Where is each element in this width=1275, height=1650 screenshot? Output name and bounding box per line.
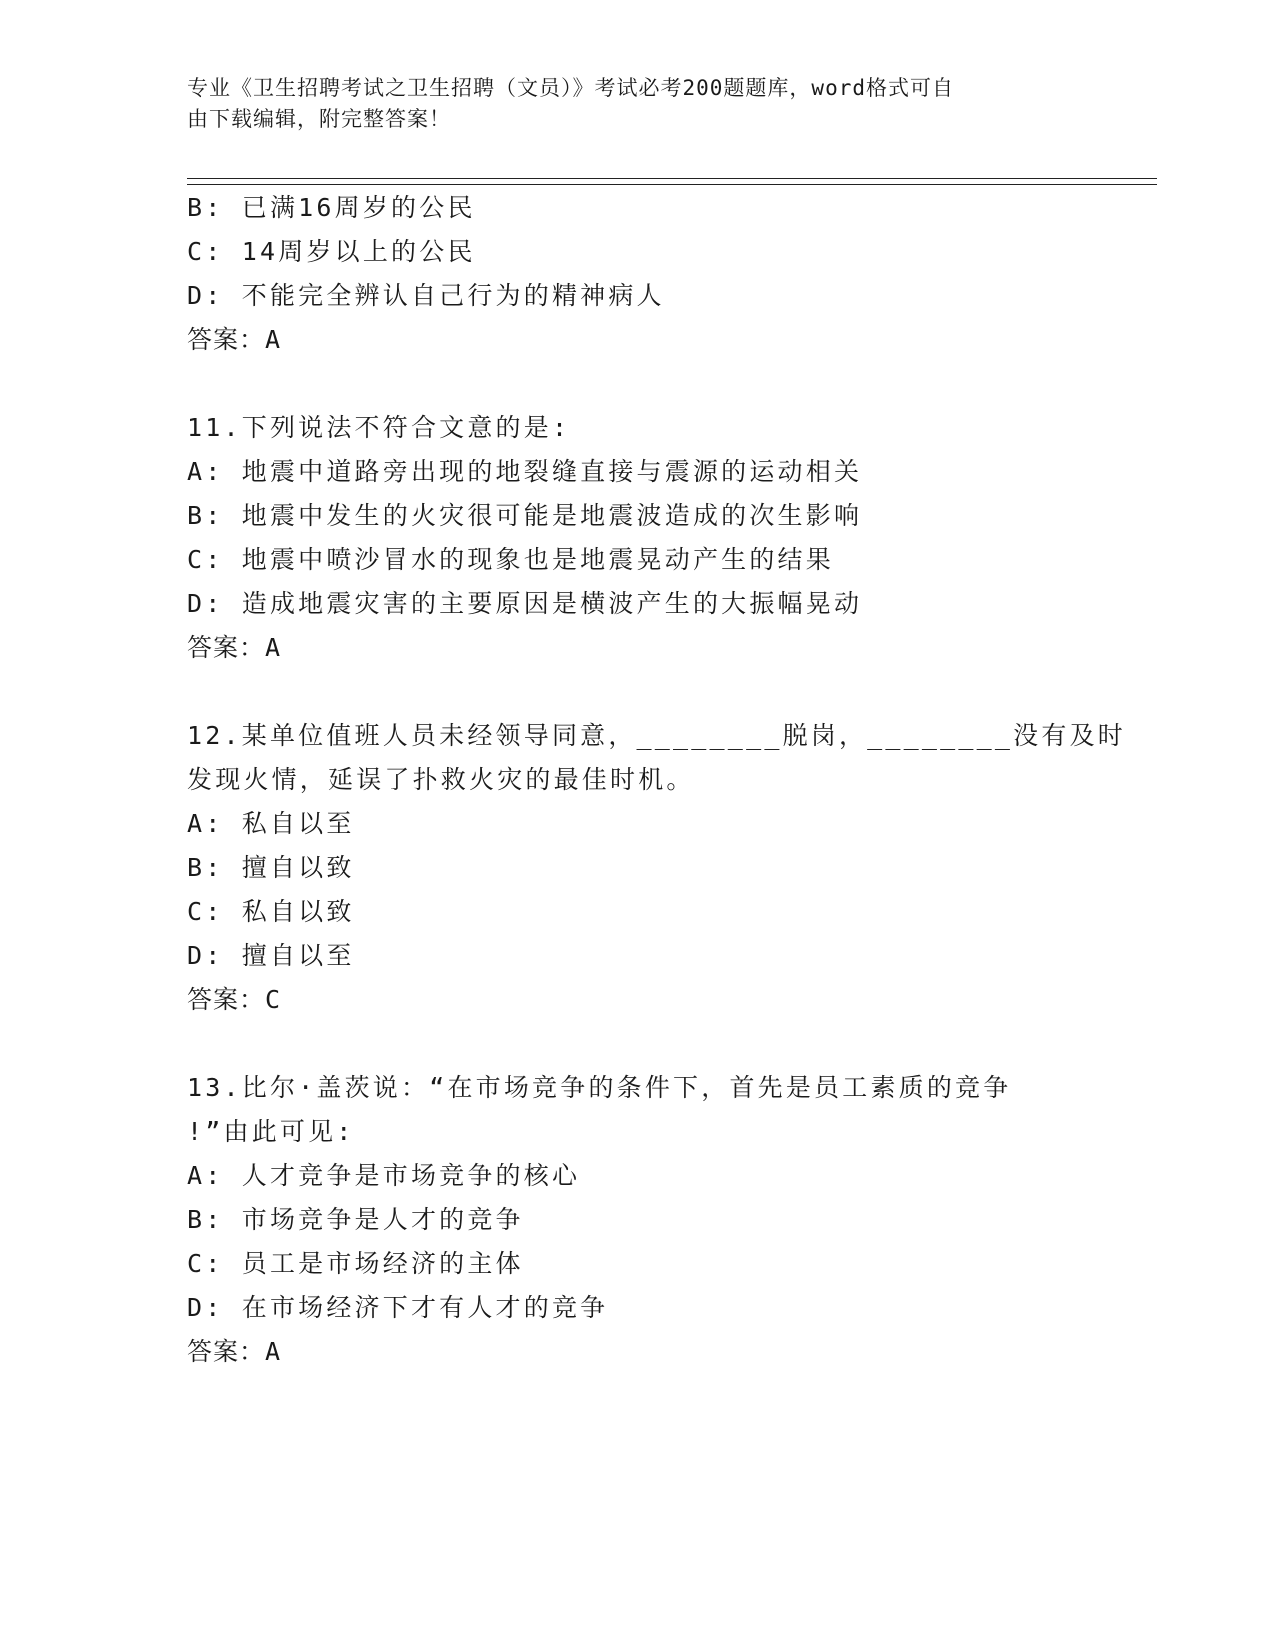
q11-stem: 11.下列说法不符合文意的是: (187, 413, 571, 442)
q13-option-a: A: 人才竞争是市场竞争的核心 (187, 1161, 581, 1190)
q12-stem-line-2: 发现火情，延误了扑救火灾的最佳时机。 (187, 765, 695, 794)
q13-option-b: B: 市场竞争是人才的竞争 (187, 1205, 524, 1234)
header-line-1: 专业《卫生招聘考试之卫生招聘（文员）》考试必考200题题库，word格式可自 (187, 76, 954, 100)
q12-option-b: B: 擅自以致 (187, 853, 355, 882)
q12-option-c: C: 私自以致 (187, 897, 355, 926)
q10-option-d: D: 不能完全辨认自己行为的精神病人 (187, 281, 665, 310)
q11-option-d: D: 造成地震灾害的主要原因是横波产生的大振幅晃动 (187, 589, 863, 618)
q12-option-a: A: 私自以至 (187, 809, 355, 838)
q13-answer: 答案：A (187, 1337, 282, 1366)
document-header (187, 73, 1087, 135)
q12-stem-line-1: 12.某单位值班人员未经领导同意，________脱岗，________没有及时 (187, 721, 1126, 750)
q11-option-a: A: 地震中道路旁出现的地裂缝直接与震源的运动相关 (187, 457, 863, 486)
q10-option-c: C: 14周岁以上的公民 (187, 237, 476, 266)
q11-answer: 答案：A (187, 633, 282, 662)
header-divider-top (187, 178, 1157, 179)
q10-option-b: B: 已满16周岁的公民 (187, 193, 476, 222)
q12-option-d: D: 擅自以至 (187, 941, 355, 970)
header-divider-bottom (187, 184, 1157, 185)
q11-option-b: B: 地震中发生的火灾很可能是地震波造成的次生影响 (187, 501, 863, 530)
q11-option-c: C: 地震中喷沙冒水的现象也是地震晃动产生的结果 (187, 545, 834, 574)
q12-answer: 答案：C (187, 985, 282, 1014)
q10-answer: 答案：A (187, 325, 282, 354)
header-line-2: 由下载编辑，附完整答案！ (187, 107, 451, 131)
q13-option-d: D: 在市场经济下才有人才的竞争 (187, 1293, 609, 1322)
q13-option-c: C: 员工是市场经济的主体 (187, 1249, 524, 1278)
q13-stem-line-1: 13.比尔·盖茨说：“在市场竞争的条件下，首先是员工素质的竞争 (187, 1073, 1012, 1102)
q13-stem-line-2: !”由此可见: (187, 1117, 355, 1146)
